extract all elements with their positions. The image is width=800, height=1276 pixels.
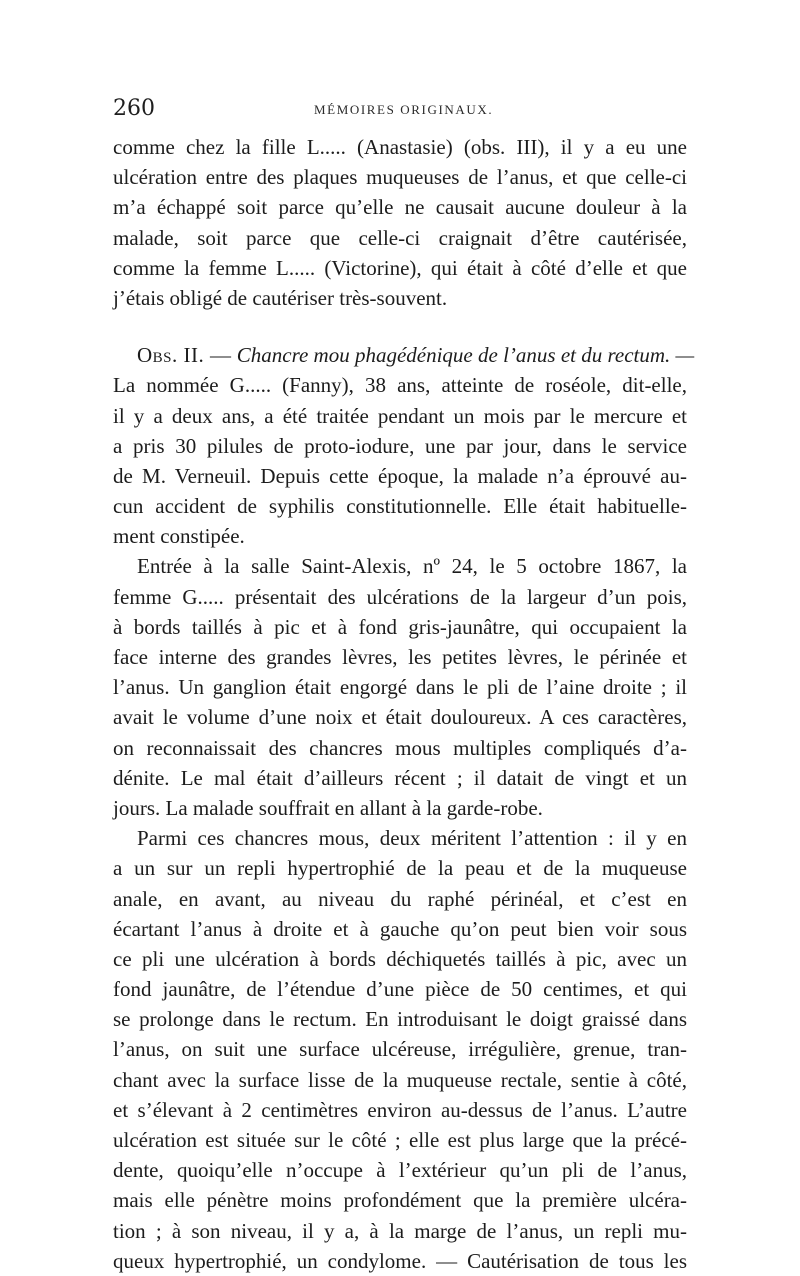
text-line: avait le volume d’une noix et était douloureux. A ces caractères, — [113, 705, 687, 730]
text-line: il y a deux ans, a été traitée pendant un mois par le mercure et — [113, 403, 687, 428]
text-line: Parmi ces chancres mous, deux méritent l’attention : il y en — [137, 826, 687, 851]
text-line: mais elle pénètre moins profondément que la première ulcéra- — [113, 1188, 687, 1213]
text-line: dénite. Le mal était d’ailleurs récent ; il datait de vingt et un — [113, 765, 687, 790]
text-line: on reconnaissait des chancres mous multiples compliqués d’a- — [113, 735, 687, 760]
text-line: cun accident de syphilis constitutionnelle. Elle était habituelle- — [113, 494, 687, 519]
text-line: ulcération est située sur le côté ; elle est plus large que la précé- — [113, 1128, 687, 1152]
paragraph-admission — [113, 551, 687, 823]
text-line: La nommée G..... (Fanny), 38 ans, atteinte de roséole, dit-elle, — [113, 373, 687, 398]
text-line: j’étais obligé de cautériser très-souvent. — [113, 285, 448, 310]
observation-heading-line — [113, 340, 695, 370]
observation-label: Obs. II. — — [137, 343, 232, 368]
text-line: face interne des grandes lèvres, les petites lèvres, le périnée et — [113, 645, 687, 669]
text-line: a pris 30 pilules de proto-iodure, une par jour, dans le service — [113, 433, 687, 458]
text-line: dente, quoiqu’elle n’occupe à l’extérieur qu’un pli de l’anus, — [113, 1158, 687, 1183]
text-line: chant avec la surface lisse de la muqueuse rectale, sentie à côté, — [113, 1067, 687, 1092]
paragraph-continuation — [113, 132, 687, 313]
page-number: 260 — [113, 96, 155, 121]
text-line: a un sur un repli hypertrophié de la peau et de la muqueuse — [113, 856, 687, 881]
text-line: à bords taillés à pic et à fond gris-jaunâtre, qui occupaient la — [113, 614, 687, 639]
text-line: malade, soit parce que celle-ci craignait d’être cautérisée, — [113, 225, 687, 250]
text-line: queux hypertrophié, un condylome. — Cautérisation de tous les — [113, 1248, 687, 1273]
text-line: femme G..... présentait des ulcérations de la largeur d’un pois, — [113, 584, 687, 609]
text-line: l’anus, on suit une surface ulcéreuse, irrégulière, grenue, tran- — [113, 1037, 687, 1062]
text-line: comme chez la fille L..... (Anastasie) (obs. III), il y a eu une — [113, 135, 687, 159]
text-line: de M. Verneuil. Depuis cette époque, la malade n’a éprouvé au- — [113, 463, 687, 488]
text-line: comme la femme L..... (Victorine), qui était à côté d’elle et que — [113, 255, 687, 280]
observation-2 — [113, 340, 695, 551]
text-line: et s’élevant à 2 centimètres environ au-dessus de l’anus. L’autre — [113, 1097, 687, 1122]
text-line: Entrée à la salle Saint-Alexis, nº 24, le 5 octobre 1867, la — [137, 554, 687, 579]
body-text — [113, 132, 695, 1276]
text-line: ulcération entre des plaques muqueuses de l’anus, et que celle-ci — [113, 165, 687, 190]
text-line: l’anus. Un ganglion était engorgé dans le pli de l’aine droite ; il — [113, 675, 687, 700]
paragraph-chancres — [113, 823, 687, 1276]
text-line: anale, en avant, au niveau du raphé périnéal, et c’est en — [113, 886, 687, 911]
text-line: ment constipée. — [113, 524, 245, 549]
text-line: se prolonge dans le rectum. En introduisant le doigt graissé dans — [113, 1007, 687, 1032]
text-line: m’a échappé soit parce qu’elle ne causait aucune douleur à la — [113, 195, 687, 220]
text-line: écartant l’anus à droite et à gauche qu’on peut bien voir sous — [113, 916, 687, 941]
text-line: ce pli une ulcération à bords déchiquetés taillés à pic, avec un — [113, 946, 687, 971]
running-title: MÉMOIRES ORIGINAUX. — [314, 102, 494, 117]
text-line: tion ; à son niveau, il y a, à la marge de l’anus, un repli mu- — [113, 1218, 687, 1243]
text-line: jours. La malade souffrait en allant à la garde-robe. — [113, 795, 543, 820]
text-line: fond jaunâtre, de l’étendue d’une pièce de 50 centimes, et qui — [113, 977, 687, 1002]
observation-title: Chancre mou phagédénique de l’anus et du rectum. — — [236, 343, 695, 368]
page-header — [113, 96, 687, 126]
section-gap — [113, 313, 687, 340]
